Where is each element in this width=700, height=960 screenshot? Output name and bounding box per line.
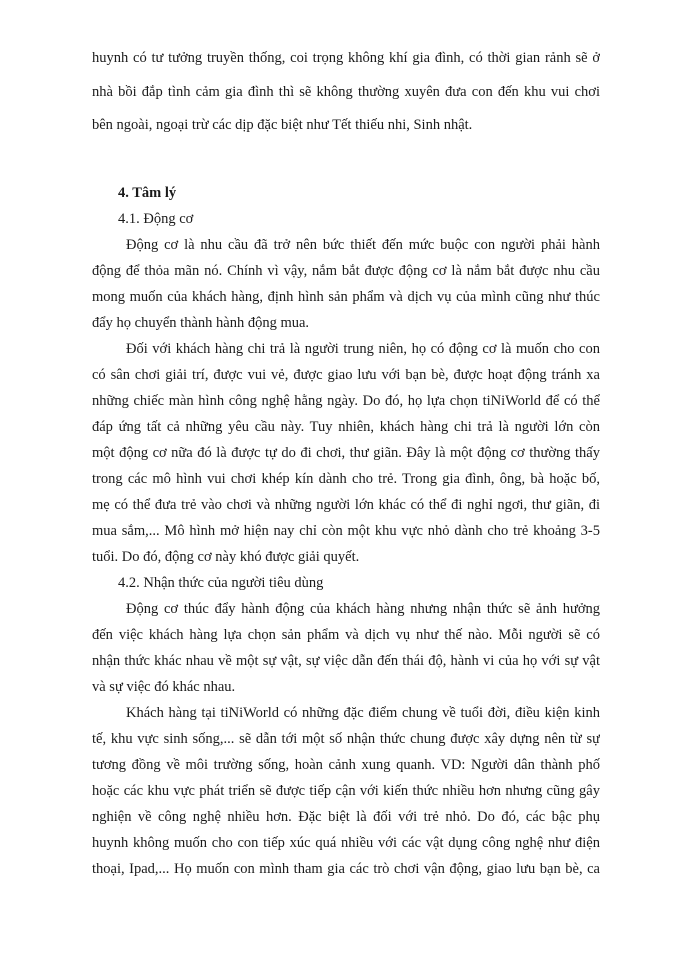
- paragraph-line: động để thỏa mãn nó. Chính vì vậy, nắm bắt được động cơ là nắm bắt được nhu cầu: [92, 263, 600, 279]
- paragraph-line: nhận thức khác nhau về một sự vật, sự việc dẫn đến thái độ, hành vi của họ với sự vật: [92, 653, 600, 669]
- paragraph-line: có sân chơi giải trí, được vui vẻ, được giao lưu với bạn bè, được hoạt động tránh xa: [92, 367, 600, 383]
- subsection-heading: 4.2. Nhận thức của người tiêu dùng: [118, 575, 324, 591]
- paragraph-line: Đối với khách hàng chi trả là người trung niên, họ có động cơ là muốn cho con: [126, 341, 600, 357]
- paragraph-line: những chiếc màn hình công nghệ hằng ngày. Do đó, họ lựa chọn tiNiWorld để có thể: [92, 393, 600, 409]
- paragraph-line: mong muốn của khách hàng, định hình sản phẩm và dịch vụ của mình cũng như thúc: [92, 289, 600, 305]
- paragraph-line: Động cơ là nhu cầu đã trở nên bức thiết đến mức buộc con người phải hành: [126, 237, 600, 253]
- paragraph-line: tế, khu vực sinh sống,... sẽ dẫn tới một số nhận thức chung được xây dựng nên từ sự: [92, 731, 600, 747]
- paragraph-line: tuổi. Do đó, động cơ này khó được giải quyết.: [92, 549, 360, 565]
- paragraph-line: một động cơ nữa đó là được tự do đi chơi, thư giãn. Đây là một động cơ thường thấy: [92, 445, 600, 461]
- paragraph-line: nghiện về công nghệ nhiều hơn. Đặc biệt là đối với trẻ nhỏ. Do đó, các bậc phụ: [92, 809, 600, 825]
- paragraph-line: Động cơ thúc đẩy hành động của khách hàng nhưng nhận thức sẽ ảnh hưởng: [126, 601, 600, 617]
- paragraph-line: mẹ có thể đưa trẻ vào chơi và những người lớn khác có thể đi nghỉ ngơi, thư giãn, đi: [92, 497, 600, 513]
- paragraph-line: Khách hàng tại tiNiWorld có những đặc điểm chung về tuổi đời, điều kiện kinh: [126, 705, 600, 721]
- paragraph-line: đẩy họ chuyển thành hành động mua.: [92, 315, 310, 331]
- paragraph-line: tương đồng về môi trường sống, hoàn cảnh xung quanh. VD: Người dân thành phố: [92, 757, 600, 773]
- paragraph-line: hoặc các khu vực phát triển sẽ được tiếp cận với kiến thức nhiều hơn nhưng cũng gây: [92, 783, 600, 799]
- paragraph-line: và sự việc đó khác nhau.: [92, 679, 236, 695]
- paragraph-line: trong các mô hình vui chơi khép kín dành cho trẻ. Trong gia đình, ông, bà hoặc bố,: [92, 471, 600, 487]
- section-heading: 4. Tâm lý: [118, 185, 177, 201]
- paragraph-line: huynh không muốn cho con tiếp xúc quá nhiều với các vật dụng công nghệ như điện: [92, 835, 600, 851]
- paragraph-line: đáp ứng tất cả những yêu cầu này. Tuy nhiên, khách hàng chi trả là người lớn còn: [92, 419, 600, 435]
- paragraph-line: bên ngoài, ngoại trừ các dịp đặc biệt như Tết thiếu nhi, Sinh nhật.: [92, 117, 473, 133]
- paragraph-line: thoại, Ipad,... Họ muốn con mình tham gia các trò chơi vận động, giao lưu bạn bè, ca: [92, 861, 600, 877]
- paragraph-line: nhà bồi đắp tình cảm gia đình thì sẽ không thường xuyên đưa con đến khu vui chơi: [92, 84, 600, 100]
- paragraph-line: đến việc khách hàng lựa chọn sản phẩm và dịch vụ như thế nào. Mỗi người sẽ có: [92, 627, 600, 643]
- subsection-heading: 4.1. Động cơ: [118, 211, 194, 227]
- paragraph-line: mua sắm,... Mô hình mở hiện nay chỉ còn một khu vực nhỏ dành cho trẻ khoảng 3-5: [92, 523, 600, 539]
- paragraph-line: huynh có tư tưởng truyền thống, coi trọng không khí gia đình, có thời gian rảnh sẽ ở: [92, 50, 600, 66]
